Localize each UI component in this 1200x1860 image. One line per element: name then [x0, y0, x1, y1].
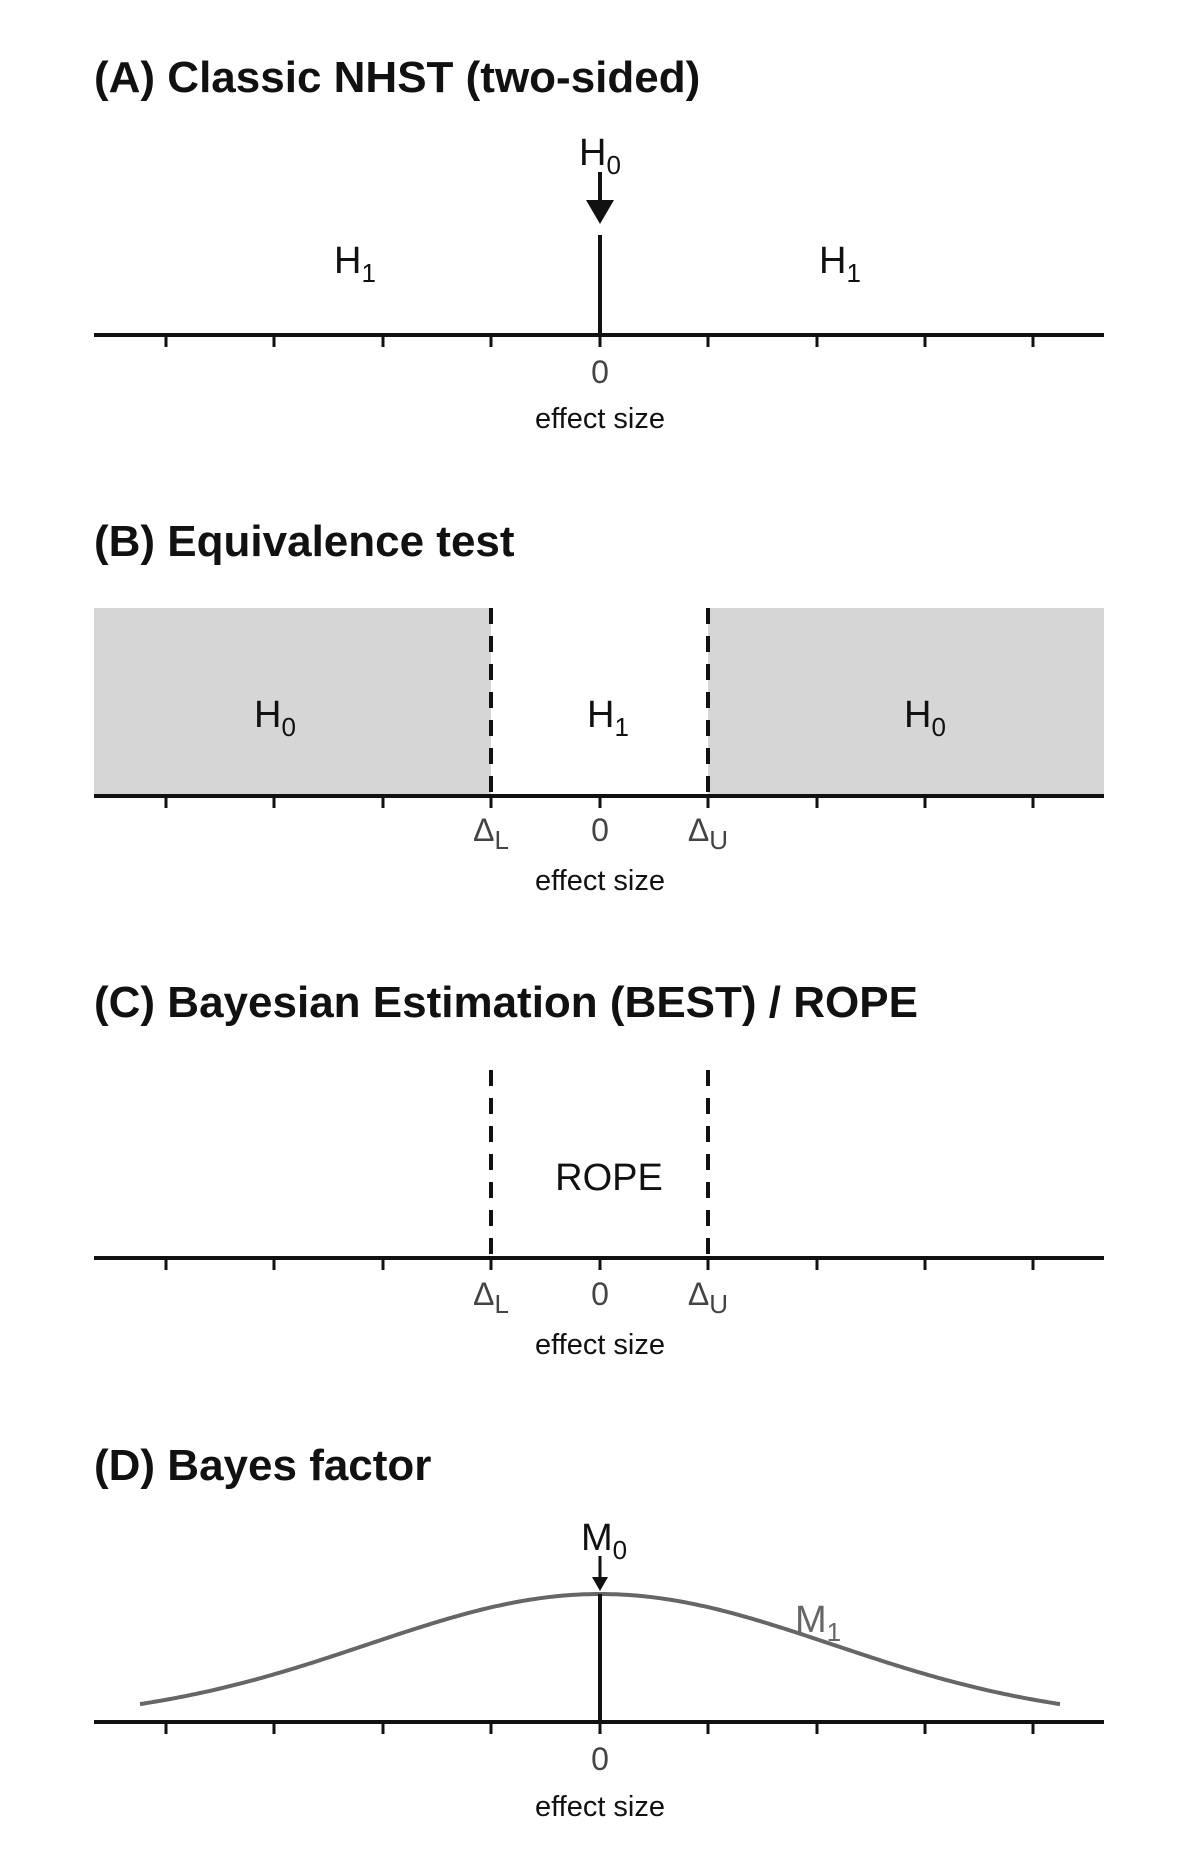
panel-a-title: (A) Classic NHST (two-sided): [94, 53, 701, 102]
panel-d: [94, 1441, 1104, 1823]
panel-b-tick-upper: $\Delta_U$: [687, 812, 729, 855]
panel-c-rope-label: ROPE: [555, 1157, 663, 1199]
panel-a-h1-right-label: $H_1$: [819, 240, 861, 288]
panel-c: [94, 978, 1104, 1361]
panel-c-tick-lower: $\Delta_L$: [473, 1276, 509, 1319]
panel-a-h1-left-label: $H_1$: [334, 240, 376, 288]
panel-a-h0-label: $H_0$: [579, 132, 621, 180]
panel-c-tick-zero: 0: [591, 1276, 609, 1312]
panel-b-h0-left-region: [94, 608, 491, 796]
panel-b: [94, 517, 1104, 897]
panel-d-x-axis-title: effect size: [534, 1791, 666, 1823]
panel-d-m1-label: $M_1$: [794, 1599, 842, 1647]
panel-c-title: (C) Bayesian Estimation (BEST) / ROPE: [94, 978, 918, 1027]
panel-b-h1-label: $H_1$: [587, 694, 629, 742]
panel-d-m0-label: $M_0$: [580, 1517, 628, 1565]
panel-b-title: (B) Equivalence test: [94, 517, 515, 566]
panel-a-x-axis-title: effect size: [534, 403, 666, 435]
panel-b-x-axis-title: effect size: [534, 865, 666, 897]
panel-d-arrow-head: [592, 1577, 608, 1591]
panel-c-x-axis-title: effect size: [534, 1329, 666, 1361]
panel-d-tick-zero: 0: [591, 1741, 609, 1777]
panel-a-arrow-head: [586, 200, 614, 224]
panel-d-title: (D) Bayes factor: [94, 1441, 432, 1490]
panel-a: [94, 53, 1104, 435]
panel-b-h0-left-label: $H_0$: [254, 694, 296, 742]
panel-b-h0-right-label: $H_0$: [904, 694, 946, 742]
panel-a-tick-zero: 0: [591, 354, 609, 390]
panel-b-tick-lower: $\Delta_L$: [473, 812, 509, 855]
panel-c-tick-upper: $\Delta_U$: [687, 1276, 729, 1319]
panel-b-tick-zero: 0: [591, 812, 609, 848]
